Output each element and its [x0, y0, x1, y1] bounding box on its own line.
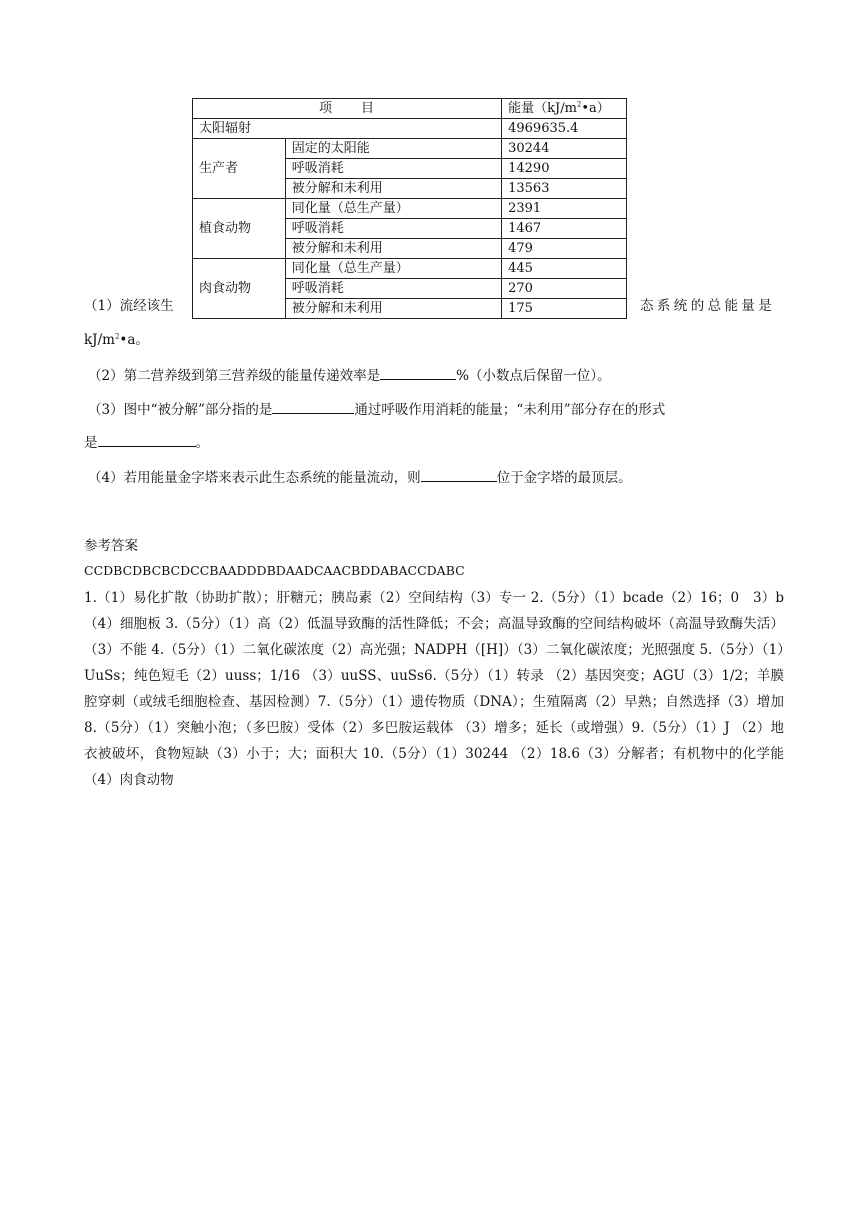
q1-left-text: （1）流经该生: [84, 298, 174, 314]
question-3: （3）图中“被分解”部分指的是 通过呼吸作用消耗的能量；“未利用”部分存在的形式: [88, 402, 666, 418]
row-value: 13563: [502, 179, 627, 199]
row-value: 1467: [502, 219, 627, 239]
header-energy: 能量$(kJ/m^2•a)$: [502, 99, 627, 119]
table-row: [193, 119, 627, 139]
row-label: 呼吸消耗: [285, 219, 501, 239]
row-label: 呼吸消耗: [285, 279, 501, 299]
q1-right-text: 态系统的总能量是: [640, 298, 776, 314]
row-label: 同化量（总生产量）: [285, 259, 501, 279]
row-value: 445: [502, 259, 627, 279]
row-label: 固定的太阳能: [285, 139, 501, 159]
solar-label: 太阳辐射: [193, 119, 502, 139]
row-value: 479: [502, 239, 627, 259]
table-row: [193, 139, 627, 159]
row-label: 同化量（总生产量）: [285, 199, 501, 219]
table-header-row: [193, 99, 627, 119]
row-value: 175: [502, 299, 627, 319]
row-label: 被分解和未利用: [285, 179, 501, 199]
answers-text: 1.（1）易化扩散（协助扩散）；肝糖元；胰岛素（2）空间结构（3）专一 2.（5分）（1）bcade（2）16；0 3）b（4）细胞板 3.（5分）（1）高（2）低温导致酶的活性降低；不会；高温导致酶的空间结构破坏（高温导致酶失活）（3）不能 4.（5分）（1）二氧化碳浓度（2）高光强；NADPH（[H]）（3）二氧化碳浓度；光照强度 5.（5分）（1）UuSs；纯色短毛（2）uuss；1/16 （3）uuSS、uuSs6.（5分）（1）转录 （2）基因突变；AGU（3）1/2；羊膜腔穿刺（或绒毛细胞检查、基因检测）7.（5分）（1）遗传物质（DNA）；生殖隔离（2）早熟；自然选择（3）增加 8.（5分）（1）突触小泡；（多巴胺）受体（2）多巴胺运载体 （3）增多；延长（或增强）9.（5分）（1）J （2）地衣被破坏，食物短缺（3）小于；大；面积大 10.（5分）（1）30244 （2）18.6（3）分解者；有机物中的化学能（4）肉食动物: [84, 590, 784, 788]
table-row: [193, 199, 627, 219]
group-herbivore: 植食动物: [193, 199, 286, 259]
energy-flow-table: [192, 98, 627, 319]
group-producer: 生产者: [193, 139, 286, 199]
answer-blank[interactable]: [380, 366, 456, 380]
row-value: 14290: [502, 159, 627, 179]
solar-value: 4969635.4: [502, 119, 627, 139]
question-2: （2）第二营养级到第三营养级的能量传递效率是 %（小数点后保留一位）。: [88, 368, 611, 384]
row-value: 30244: [502, 139, 627, 159]
table-row: [193, 259, 627, 279]
question-3-line2: 是 。: [84, 435, 209, 451]
row-value: 2391: [502, 199, 627, 219]
row-label: 被分解和未利用: [285, 299, 501, 319]
row-label: 呼吸消耗: [285, 159, 501, 179]
answers-heading: 参考答案: [84, 538, 138, 554]
group-carnivore: 肉食动物: [193, 259, 286, 319]
row-value: 270: [502, 279, 627, 299]
choice-answer-key: CCDBCDBCBCDCCBAADDDBDAADCAACBDDABACCDABC: [84, 563, 465, 578]
header-item: 项 目: [193, 99, 502, 119]
question-4: （4）若用能量金字塔来表示此生态系统的能量流动，则 位于金字塔的最顶层。: [88, 470, 632, 486]
answer-blank[interactable]: [98, 433, 196, 447]
answer-blank[interactable]: [272, 400, 354, 414]
q1-unit: $kJ/m^2•a$。: [84, 332, 149, 348]
answer-blank[interactable]: [421, 468, 497, 482]
row-label: 被分解和未利用: [285, 239, 501, 259]
